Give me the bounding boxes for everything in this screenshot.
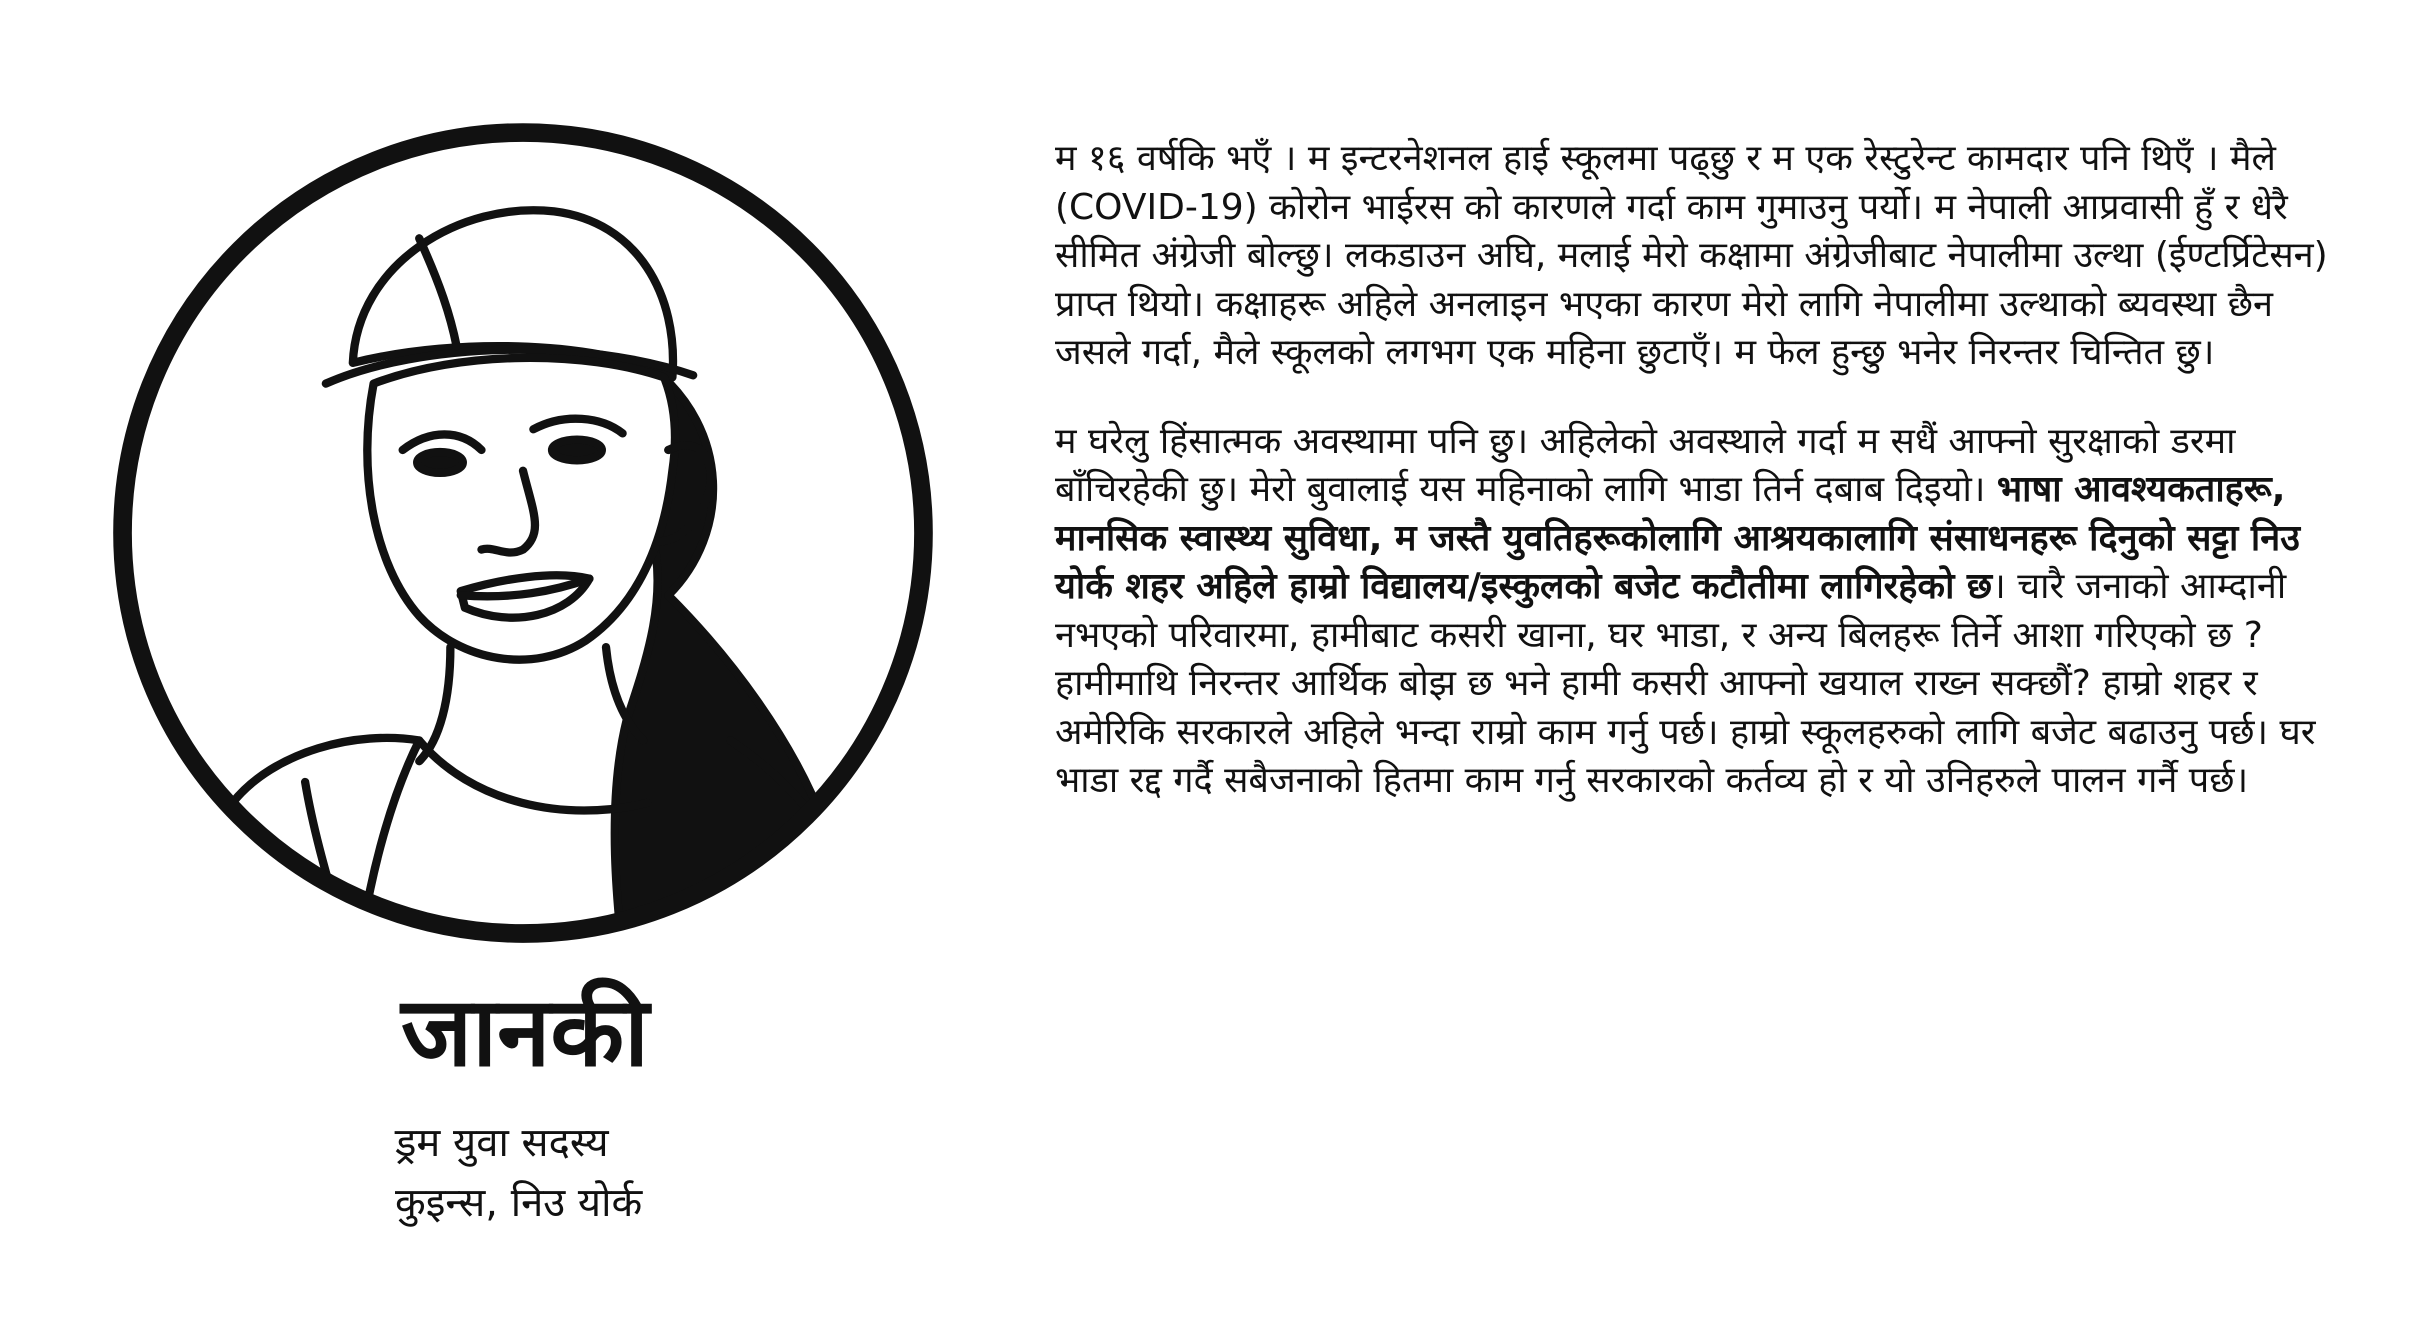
portrait-illustration [108,118,938,948]
paragraph-2-conclusion: । चारै जनाको आम्दानी नभएको परिवारमा, हामीबाट कसरी खाना, घर भाडा, र अन्य बिलहरू तिर्ने आशा गरिएको छ ? हामीमाथि निरन्तर आर्थिक बोझ छ भने हामी कसरी आफ्नो खयाल राख्न सक्छौं? हाम्रो शहर र अमेरिकि सरकारले अहिले भन्दा राम्रो काम गर्नु पर्छ। हाम्रो स्कूलहरुको लागि बजेट बढाउनु पर्छ। घर भाडा रद्द गर्दै सबैजनाको हितमा काम गर्नु सरकारको कर्तव्य हो र यो उनिहरुले पालन गर्नै पर्छ। [1055,566,2316,801]
story-paragraph-2 [1055,418,2345,806]
profile-location: कुइन्स, निउ योर्क [395,1180,643,1226]
paragraph-2-intro: म घरेलु हिंसात्मक अवस्थामा पनि छु। अहिलेको अवस्थाले गर्दा म सधैं आफ्नो सुरक्षाको डरमा बाँचिरहेकी छु। मेरो बुवालाई यस महिनाको लागि भाडा तिर्न दबाब दिइयो। [1055,420,2236,510]
profile-name: जानकी [401,976,649,1088]
profile-role: ड्रम युवा सदस्य [395,1120,609,1166]
paragraph-2-emphasis: भाषा आवश्यकताहरू, मानसिक स्वास्थ्य सुविधा, म जस्तै युवतिहरूकोलागि आश्रयकालागि संसाधनहरू दिनुको सट्टा निउ योर्क शहर अहिले हाम्रो विद्यालय/इस्कुलको बजेट कटौतीमा लागिरहेको छ [1055,469,2300,607]
story-text [1055,135,2345,806]
story-paragraph-1: म १६ वर्षकि भएँ । म इन्टरनेशनल हाई स्कूलमा पढ्छु र म एक रेस्टुरेन्ट कामदार पनि थिएँ । मैले (COVID-19) कोरोन भाईरस को कारणले गर्दा काम गुमाउनु पर्यो। म नेपाली आप्रवासी हुँ र धेरै सीमित अंग्रेजी बोल्छु। लकडाउन अघि, मलाई मेरो कक्षामा अंग्रेजीबाट नेपालीमा उल्था (ईण्टर्प्रिटेसन) प्राप्त थियो। कक्षाहरू अहिले अनलाइन भएका कारण मेरो लागि नेपालीमा उल्थाको ब्यवस्था छैन जसले गर्दा, मैले स्कूलको लगभग एक महिना छुटाएँ। म फेल हुन्छु भनेर निरन्तर चिन्तित छु। [1055,138,2328,373]
